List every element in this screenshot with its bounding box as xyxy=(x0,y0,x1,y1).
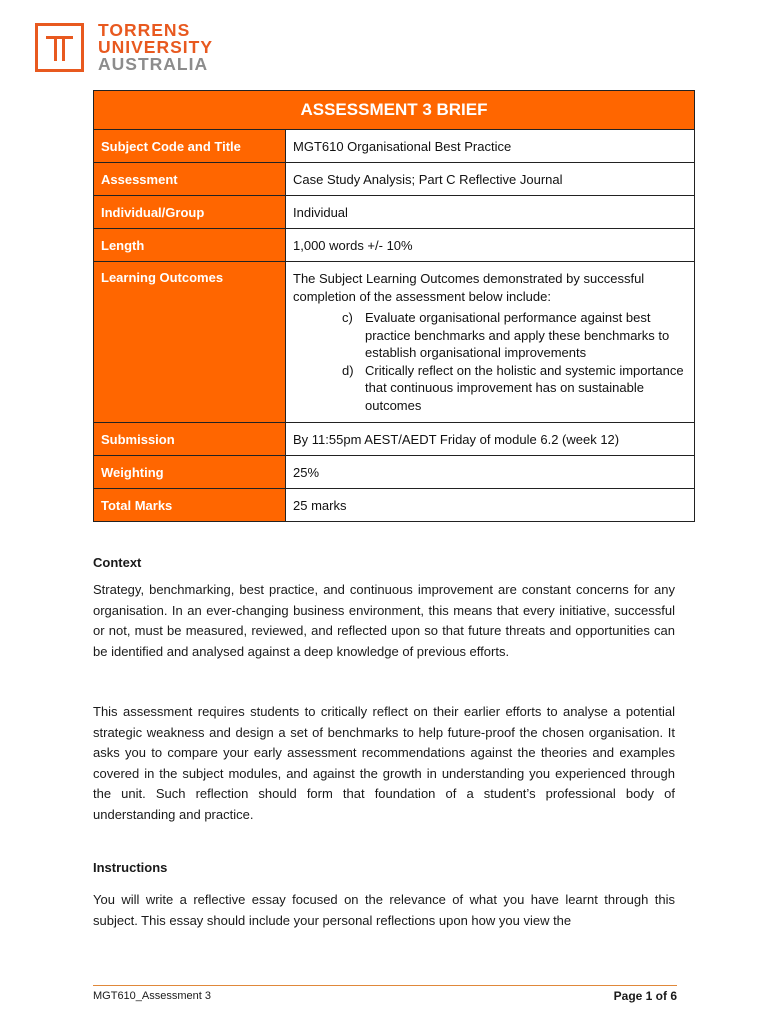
row-label: Length xyxy=(94,229,286,262)
instructions-paragraph-1: You will write a reflective essay focused on the relevance of what you have learnt through this subject. This essay should include your personal reflections upon how you view the xyxy=(93,892,675,928)
row-label: Weighting xyxy=(94,456,286,489)
brief-title: ASSESSMENT 3 BRIEF xyxy=(94,91,695,130)
outcome-marker: c) xyxy=(342,310,353,325)
row-label: Individual/Group xyxy=(94,196,286,229)
outcome-marker: d) xyxy=(342,362,354,378)
context-paragraph-2: This assessment requires students to critically reflect on their earlier efforts to analyse a potential strategic weakness and design a set of benchmarks to help future-proof the chosen organisation. It asks you to compare your early assessment recommendations against the theories and examples covered in the subject modules, and against the growth in understanding you experienced through the unit. Such reflection should form that foundation of a student’s professional body of understanding and practice. xyxy=(93,704,675,822)
table-row xyxy=(94,456,695,489)
logo-line-3: AUSTRALIA xyxy=(98,53,209,74)
row-value xyxy=(286,262,695,423)
logo-line-1: TORRENS xyxy=(98,19,191,40)
context-heading: Context xyxy=(93,555,142,570)
table-row xyxy=(94,423,695,456)
row-value: By 11:55pm AEST/AEDT Friday of module 6.2 (week 12) xyxy=(286,423,695,456)
row-label: Assessment xyxy=(94,163,286,196)
row-value: MGT610 Organisational Best Practice xyxy=(286,130,695,163)
assessment-brief-table xyxy=(93,90,695,522)
outcomes-intro: The Subject Learning Outcomes demonstrated by successful completion of the assessment below include: xyxy=(293,271,645,304)
table-row xyxy=(94,229,695,262)
outcome-item xyxy=(342,362,687,415)
footer-page-number: Page 1 of 6 xyxy=(613,989,677,1003)
row-label: Learning Outcomes xyxy=(94,262,286,423)
table-row xyxy=(94,489,695,522)
footer-doc-id: MGT610_Assessment 3 xyxy=(93,990,211,1002)
footer-divider xyxy=(93,985,677,986)
context-paragraph-1: Strategy, benchmarking, best practice, and continuous improvement are constant concerns for any organisation. In an ever-changing business environment, this means that every initiative, successful or not, must be measured, reviewed, and reflected upon so that future threats and opportunities can be identified and analysed against a deep knowledge of previous efforts. xyxy=(93,582,675,659)
table-row-learning-outcomes xyxy=(94,262,695,423)
logo-wordmark xyxy=(98,19,214,74)
outcomes-list xyxy=(293,309,687,414)
row-label: Total Marks xyxy=(94,489,286,522)
row-value: Individual xyxy=(286,196,695,229)
row-value: Case Study Analysis; Part C Reflective Journal xyxy=(286,163,695,196)
row-value: 1,000 words +/- 10% xyxy=(286,229,695,262)
row-label: Subject Code and Title xyxy=(94,130,286,163)
row-value: 25 marks xyxy=(286,489,695,522)
table-row xyxy=(94,196,695,229)
row-value: 25% xyxy=(286,456,695,489)
table-row xyxy=(94,163,695,196)
university-logo xyxy=(35,20,213,74)
outcome-text: Critically reflect on the holistic and systemic importance that continuous improvement has on sustainable outcomes xyxy=(365,362,684,413)
outcome-item xyxy=(342,309,687,362)
row-label: Submission xyxy=(94,423,286,456)
outcome-text: Evaluate organisational performance against best practice benchmarks and apply these benchmarks to establish organisational improvements xyxy=(365,310,670,360)
logo-line-2: UNIVERSITY xyxy=(98,36,214,57)
instructions-heading: Instructions xyxy=(93,860,168,875)
table-row xyxy=(94,130,695,163)
logo-mark-icon xyxy=(35,23,84,72)
